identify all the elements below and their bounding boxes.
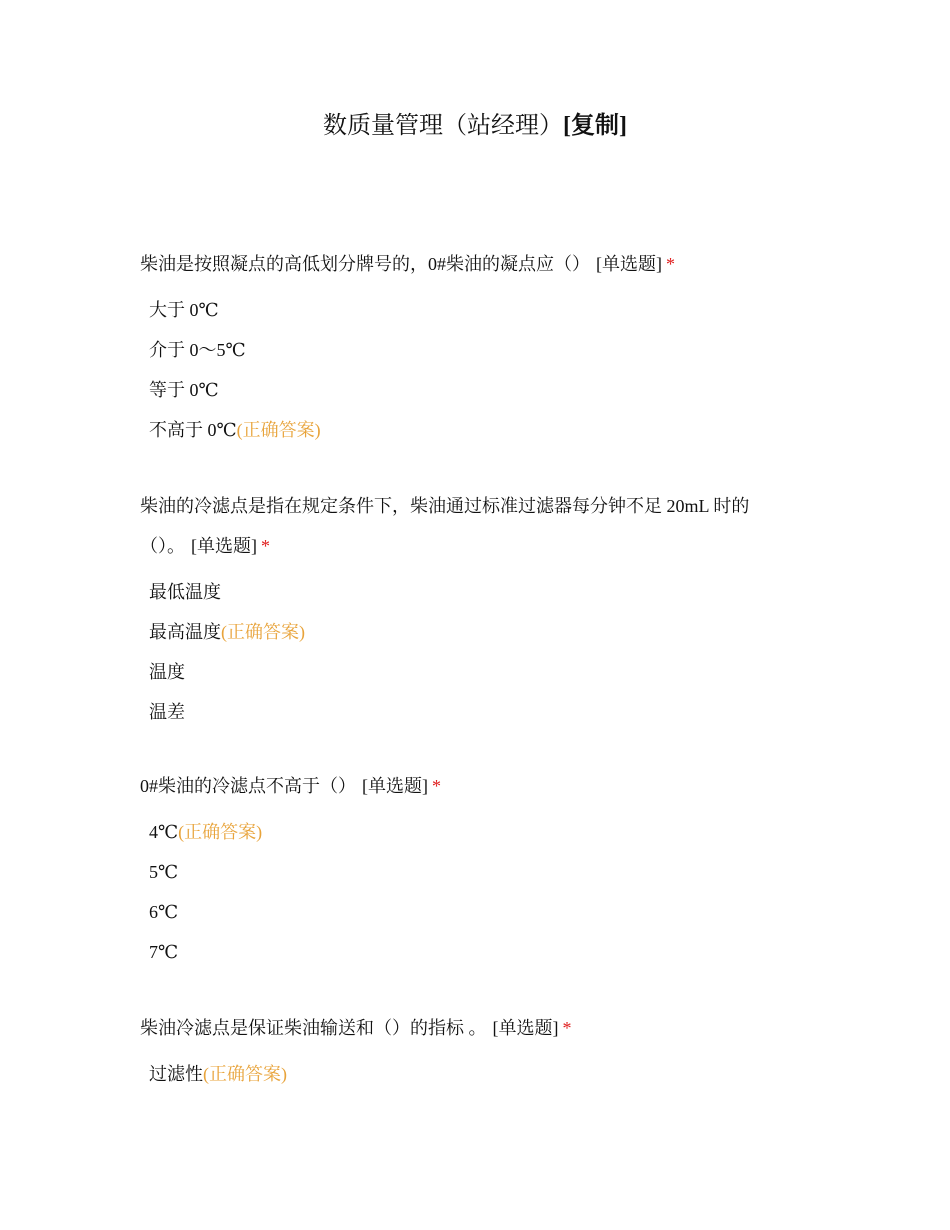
question-2-stem: 柴油的冷滤点是指在规定条件下，柴油通过标准过滤器每分钟不足 20mL 时的（）。	[140, 496, 750, 556]
question-text	[140, 766, 790, 806]
title-copy-suffix: [复制]	[563, 113, 627, 139]
option-list	[140, 572, 790, 732]
question-4	[140, 1008, 790, 1094]
question-type-label: [单选题]	[362, 776, 428, 796]
option-label: 不高于 0℃	[149, 420, 237, 440]
question-4-stem: 柴油冷滤点是保证柴油输送和（）的指标 。	[140, 1018, 487, 1038]
option-list	[140, 290, 790, 450]
option-label: 介于 0～5℃	[149, 340, 246, 360]
question-text	[140, 486, 790, 566]
option-label: 大于 0℃	[149, 300, 219, 320]
correct-answer-badge: (正确答案)	[178, 822, 263, 842]
required-mark: *	[261, 536, 270, 556]
question-type-label: [单选题]	[596, 254, 662, 274]
correct-answer-badge: (正确答案)	[203, 1064, 287, 1084]
title-main-text: 数质量管理（站经理）	[323, 113, 563, 139]
option-label: 等于 0℃	[149, 380, 219, 400]
option-list	[140, 812, 790, 972]
required-mark: *	[432, 776, 441, 796]
correct-answer-badge: (正确答案)	[236, 420, 321, 440]
option-list	[140, 1054, 790, 1094]
option-label: 7℃	[149, 942, 179, 962]
option-3[interactable]	[149, 652, 790, 692]
option-2[interactable]	[149, 330, 790, 370]
option-label: 温差	[149, 702, 185, 722]
option-4[interactable]	[149, 932, 790, 972]
question-2	[140, 486, 790, 732]
required-mark: *	[562, 1018, 572, 1038]
option-label: 4℃	[149, 822, 179, 842]
question-3	[140, 766, 790, 972]
option-label: 过滤性	[149, 1064, 203, 1084]
option-label: 5℃	[149, 862, 179, 882]
option-4[interactable]	[149, 692, 790, 732]
question-text	[140, 244, 790, 284]
question-type-label: [单选题]	[492, 1018, 559, 1038]
option-4[interactable]	[149, 410, 790, 450]
option-1[interactable]	[149, 812, 790, 852]
option-2[interactable]	[149, 612, 790, 652]
option-1[interactable]	[149, 572, 790, 612]
question-text	[140, 1008, 790, 1048]
option-label: 最高温度	[149, 622, 221, 642]
page-title	[0, 110, 950, 142]
question-1	[140, 244, 790, 450]
required-mark: *	[666, 254, 675, 274]
option-1[interactable]	[149, 290, 790, 330]
correct-answer-badge: (正确答案)	[221, 622, 305, 642]
question-1-stem: 柴油是按照凝点的高低划分牌号的，0#柴油的凝点应（）	[140, 254, 590, 274]
option-3[interactable]	[149, 370, 790, 410]
option-2[interactable]	[149, 852, 790, 892]
question-type-label: [单选题]	[191, 536, 257, 556]
option-label: 最低温度	[149, 582, 221, 602]
option-3[interactable]	[149, 892, 790, 932]
option-label: 6℃	[149, 902, 179, 922]
option-label: 温度	[149, 662, 185, 682]
question-3-stem: 0#柴油的冷滤点不高于（）	[140, 776, 356, 796]
option-1[interactable]	[149, 1054, 790, 1094]
